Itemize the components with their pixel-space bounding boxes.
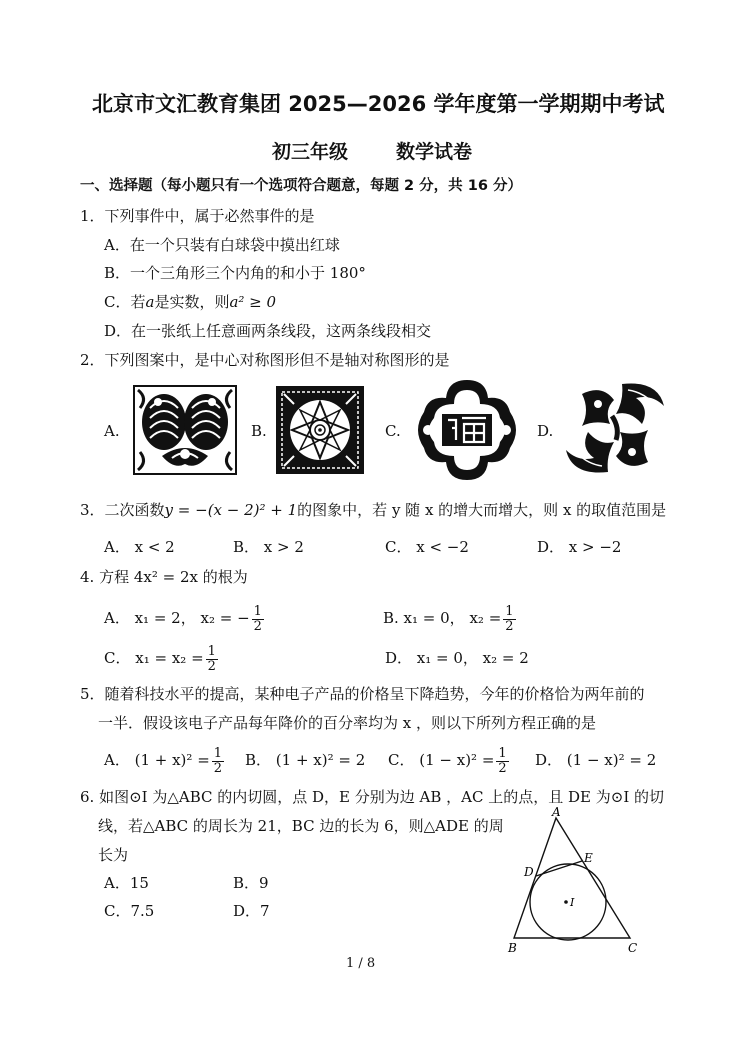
q2-pattern-c-fu <box>412 378 522 482</box>
q6-option-d: D．7 <box>233 902 270 920</box>
q4-option-d: D． x₁ = 0， x₂ = 2 <box>385 649 529 667</box>
paper-label: 数学试卷 <box>396 141 473 163</box>
q4-a-numerator: 1 <box>253 603 262 619</box>
tangent-de <box>536 861 582 876</box>
page-number: 1 / 8 <box>346 956 376 971</box>
q3-function-expr: y = −(x − 2)² + 1 <box>164 501 298 519</box>
q1-c-var: a <box>145 293 155 311</box>
q1-option-a: A．在一个只装有白球袋中摸出红球 <box>104 236 340 254</box>
q3-stem-prefix: 3．二次函数 <box>80 501 165 519</box>
q5-option-d: D． (1 − x)² = 2 <box>535 751 657 769</box>
label-d: D <box>524 865 534 879</box>
q5-a-numerator: 1 <box>213 745 223 761</box>
q4-c-text: C． x₁ = x₂ = <box>104 649 204 667</box>
q1-option-b: B．一个三角形三个内角的和小于 180° <box>104 264 366 282</box>
q1-option-d: D．在一张纸上任意画两条线段，这两条线段相交 <box>104 322 432 340</box>
q3-option-c: C． x < −2 <box>385 538 469 556</box>
q6-option-a: A．15 <box>104 874 149 892</box>
q5-c-numerator: 1 <box>498 745 507 761</box>
q5-c-denominator: 2 <box>498 760 507 776</box>
q2-label-d: D. <box>537 422 554 440</box>
q1-option-c <box>104 292 276 312</box>
q1-stem: 1．下列事件中，属于必然事件的是 <box>80 207 315 225</box>
q2-label-b: B. <box>251 422 267 440</box>
q2-stem: 2．下列图案中，是中心对称图形但不是轴对称图形的是 <box>80 351 450 369</box>
q1-c-mid: 是实数，则 <box>154 293 230 311</box>
label-e: E <box>584 851 593 865</box>
q6-option-c: C．7.5 <box>104 902 155 920</box>
q6-stem-line3: 长为 <box>98 846 129 864</box>
exam-title: 北京市文汇教育集团 2025—2026 学年度第一学期期中考试 <box>92 92 665 116</box>
center-point-i <box>564 900 568 904</box>
q2-label-a: A. <box>104 422 120 440</box>
q5-option-a <box>104 742 226 778</box>
q4-option-c <box>104 640 220 676</box>
label-b: B <box>508 941 517 955</box>
q3-stem-suffix: 的图象中，若 y 随 x 的增大而增大，则 x 的取值范围是 <box>297 501 667 519</box>
q4-b-fraction <box>503 605 515 634</box>
q5-stem-line1: 5．随着科技水平的提高，某种电子产品的价格呈下降趋势，今年的价格恰为两年前的 <box>80 685 645 703</box>
q6-option-b: B．9 <box>233 874 269 892</box>
q4-c-denominator: 2 <box>207 658 216 674</box>
q3-stem <box>80 500 666 520</box>
q5-stem-line2: 一半．假设该电子产品每年降价的百分率均为 x ，则以下所列方程正确的是 <box>98 714 596 732</box>
section-heading: 一、选择题（每小题只有一个选项符合题意，每题 2 分，共 16 分） <box>80 178 522 194</box>
q5-a-text: A． (1 + x)² = <box>104 751 210 769</box>
q5-option-c <box>388 742 511 778</box>
q6-stem-line1: 6. 如图⊙I 为△ABC 的内切圆，点 D，E 分别为边 AB ，AC 上的点，且 DE 为⊙I 的切 <box>80 788 665 806</box>
q5-option-b: B． (1 + x)² = 2 <box>245 751 366 769</box>
q3-option-b: B． x > 2 <box>233 538 304 556</box>
q5-a-denominator: 2 <box>213 760 223 776</box>
q4-option-a <box>104 600 266 636</box>
q4-b-numerator: 1 <box>505 603 514 619</box>
q6-incircle-figure <box>500 806 650 956</box>
q4-a-denominator: 2 <box>253 618 262 634</box>
q4-stem: 4. 方程 4x² = 2x 的根为 <box>80 568 248 586</box>
q3-option-a: A． x < 2 <box>104 538 175 556</box>
q2-label-c: C. <box>385 422 401 440</box>
q4-a-fraction <box>252 605 264 634</box>
incircle-i <box>530 864 606 940</box>
q4-c-numerator: 1 <box>207 643 216 659</box>
q4-option-b <box>383 600 518 636</box>
q6-stem-line2: 线，若△ABC 的周长为 21，BC 边的长为 6，则△ADE 的周 <box>98 817 504 835</box>
q4-b-text: B. x₁ = 0， x₂ = <box>383 609 502 627</box>
q5-c-fraction <box>496 747 508 776</box>
label-c: C <box>628 941 638 955</box>
label-a: A <box>552 806 561 819</box>
q4-a-text: A． x₁ = 2， x₂ = − <box>104 609 250 627</box>
q1-c-expr: a² ≥ 0 <box>229 293 277 311</box>
q2-pattern-a-fish <box>132 384 238 476</box>
q4-b-denominator: 2 <box>505 618 514 634</box>
q2-pattern-d-papercut <box>562 380 668 476</box>
q5-a-fraction <box>212 747 224 776</box>
grade-label: 初三年级 <box>272 141 349 163</box>
q2-pattern-b-lattice <box>274 384 366 476</box>
q5-c-text: C． (1 − x)² = <box>388 751 495 769</box>
label-i: I <box>570 896 575 909</box>
q3-option-d: D． x > −2 <box>537 538 622 556</box>
q4-c-fraction <box>206 645 218 674</box>
q1-c-prefix: C．若 <box>104 293 146 311</box>
